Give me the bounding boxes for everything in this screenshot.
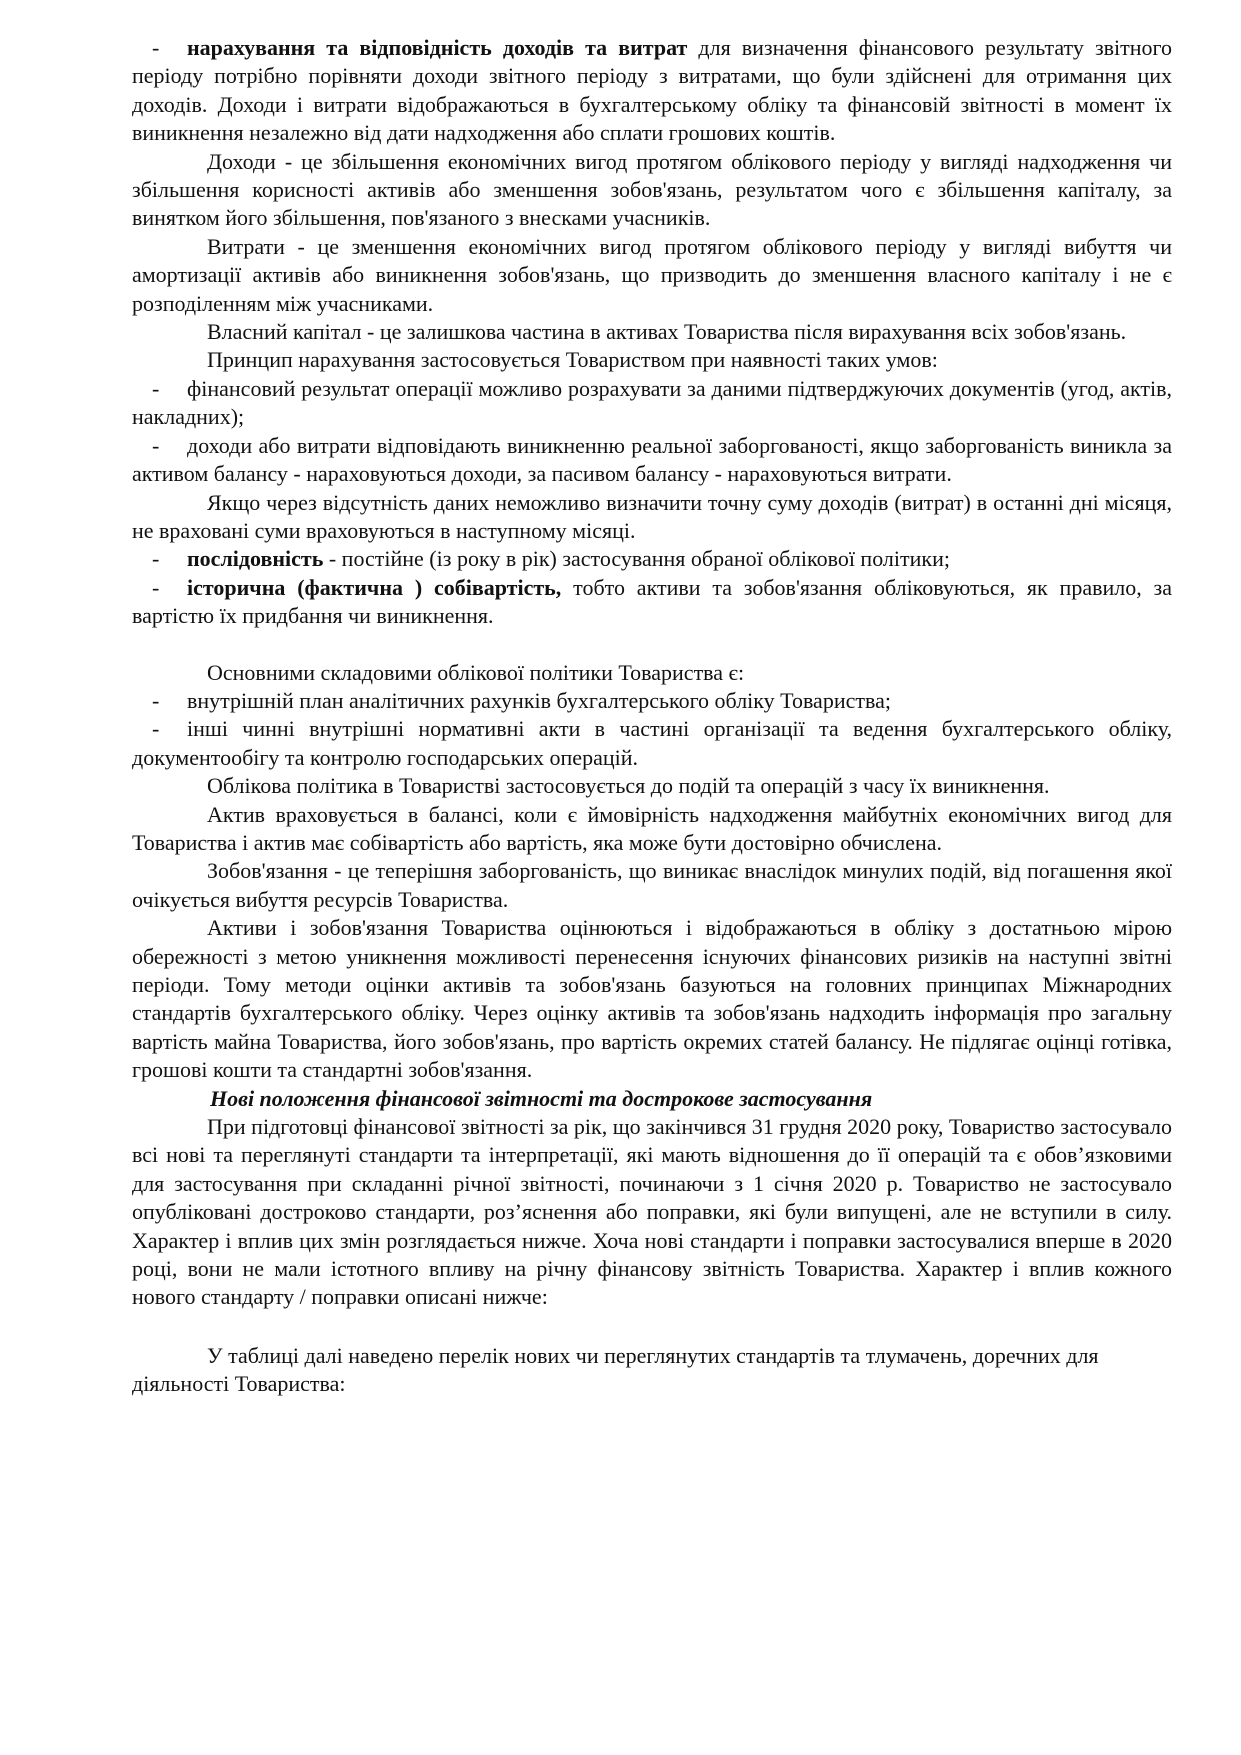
- bullet-text: доходи або витрати відповідають виникненню реальної заборгованості, якщо заборгованість виникла за активом балансу - нараховуються доходи, за пасивом балансу - нараховуються витрати.: [132, 432, 1172, 487]
- paragraph: При підготовці фінансової звітності за рік, що закінчився 31 грудня 2020 року, Товариство застосувало всі нові та переглянуті стандарти та інтерпретації, які мають відношення до її операцій та є обов’язковими для застосування при складанні річної звітності, починаючи з 1 січня 2020 р. Товариство не застосувало опубліковані достроково стандарти, роз’яснення або поправки, які були випущені, але не вступили в силу. Характер і вплив цих змін розглядається нижче. Хоча нові стандарти і поправки застосувалися вперше в 2020 році, вони не мали істотного впливу на річну фінансову звітність Товариства. Характер і вплив кожного нового стандарту / поправки описані нижче:: [132, 1114, 1172, 1310]
- bullet-dash: -: [152, 375, 160, 401]
- bullet-dash: -: [152, 687, 160, 713]
- spacer: [132, 1312, 1172, 1342]
- bullet-dash: -: [152, 35, 160, 60]
- bullet-item: [132, 545, 1172, 573]
- bullet-text: внутрішній план аналітичних рахунків бухгалтерського обліку Товариства;: [187, 687, 891, 713]
- bullet-dash: -: [152, 546, 160, 572]
- bullet-text: інші чинні внутрішні нормативні акти в частині організації та ведення бухгалтерського обліку, документообігу та контролю господарських операцій.: [132, 716, 1172, 770]
- bullet-text: тобто активи та зобов'язання обліковуються, як правило, за вартістю їх придбання чи виникнення.: [132, 574, 1173, 629]
- paragraph: Зобов'язання - це теперішня заборгованість, що виникає внаслідок минулих подій, від погашення якої очікується вибуття ресурсів Товариства.: [132, 858, 1172, 912]
- bullet-item: [132, 687, 1172, 715]
- document-page: [132, 34, 1172, 1399]
- paragraph: Основними складовими облікової політики Товариства є:: [207, 659, 745, 685]
- paragraph: Доходи - це збільшення економічних вигод протягом облікового періоду у вигляді надходження чи збільшення корисності активів або зменшення зобов'язань, результатом чого є збільшення капіталу, за винятком його збільшення, пов'язаного з внесками учасників.: [132, 148, 1172, 231]
- bullet-text: для визначення фінансового результату звітного періоду потрібно порівняти доходи звітного періоду з витратами, що були здійснені для отримання цих доходів. Доходи і витрати відображаються в бухгалтерському обліку та фінансовій звітності в момент їх виникнення незалежно від дати надходження або сплати грошових коштів.: [132, 35, 1172, 146]
- bullet-term: нарахування та відповідність доходів та витрат: [187, 35, 688, 60]
- paragraph: Власний капітал - це залишкова частина в активах Товариства після вирахування всіх зобов'язань.: [207, 319, 1127, 345]
- paragraph: Активи і зобов'язання Товариства оцінюються і відображаються в обліку з достатньою мірою обережності з метою уникнення можливості перенесення існуючих фінансових ризиків на наступні звітні періоди. Тому методи оцінки активів та зобов'язань базуються на головних принципах Міжнародних стандартів бухгалтерського обліку. Через оцінку активів та зобов'язань надходить інформація про загальну вартість майна Товариства, його зобов'язань, про вартість окремих статей балансу. Не підлягає оцінці готівка, грошові кошти та стандартні зобов'язання.: [132, 915, 1172, 1083]
- bullet-term: послідовність: [187, 546, 324, 572]
- bullet-item: [132, 375, 1172, 432]
- bullet-item: [132, 715, 1172, 772]
- bullet-dash: -: [152, 716, 160, 742]
- bullet-dash: -: [152, 574, 160, 600]
- bullet-text: фінансовий результат операції можливо розрахувати за даними підтверджуючих документів (угод, актів, накладних);: [132, 375, 1172, 430]
- paragraph: У таблиці далі наведено перелік нових чи переглянутих стандартів та тлумачень, доречних для діяльності Товариства:: [132, 1342, 1099, 1397]
- bullet-item: [132, 574, 1172, 631]
- paragraph: Облікова політика в Товаристві застосовується до подій та операцій з часу їх виникнення.: [207, 773, 1050, 799]
- bullet-dash: -: [152, 432, 160, 458]
- paragraph: Витрати - це зменшення економічних вигод протягом облікового періоду у вигляді вибуття чи амортизації активів або виникнення зобов'язань, що призводить до зменшення власного капіталу і не є розподіленням між учасниками.: [132, 233, 1172, 316]
- spacer: [132, 631, 1172, 659]
- bullet-text: - постійне (із року в рік) застосування обраної облікової політики;: [323, 546, 950, 572]
- bullet-item: [132, 432, 1172, 489]
- paragraph: Якщо через відсутність даних неможливо визначити точну суму доходів (витрат) в останні дні місяця, не враховані суми враховуються в наступному місяці.: [132, 489, 1172, 543]
- paragraph: Актив враховується в балансі, коли є ймовірність надходження майбутніх економічних вигод для Товариства і актив має собівартість або вартість, яка може бути достовірно обчислена.: [132, 801, 1172, 855]
- bullet-item: [132, 34, 1172, 148]
- section-heading: Нові положення фінансової звітності та дострокове застосування: [210, 1085, 873, 1111]
- bullet-term: історична (фактична ) собівартість,: [187, 574, 562, 600]
- paragraph: Принцип нарахування застосовується Товариством при наявності таких умов:: [207, 347, 938, 373]
